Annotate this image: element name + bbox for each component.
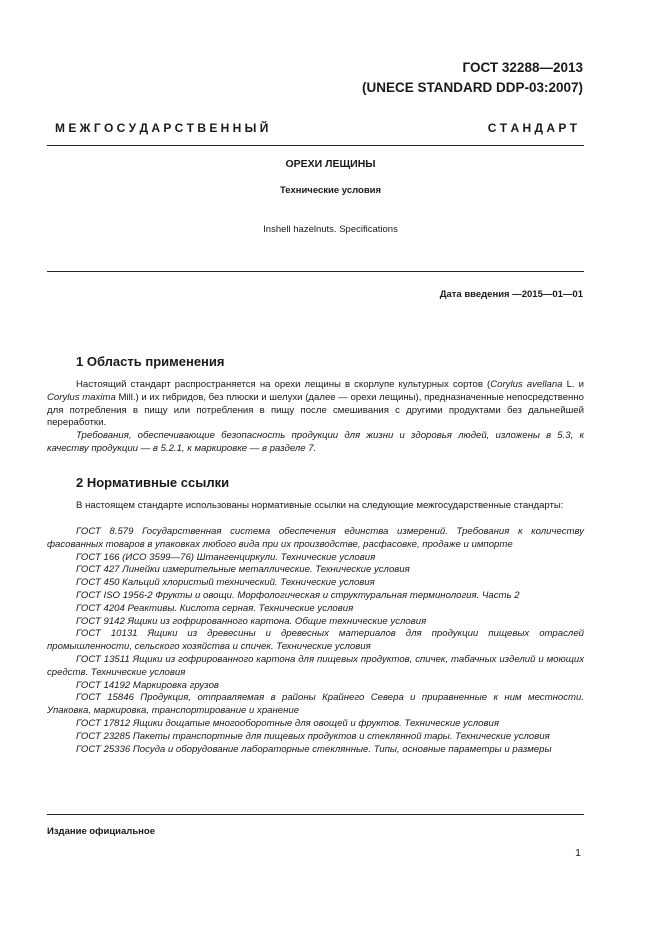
normative-references-list: [47, 526, 584, 756]
english-title: Inshell hazelnuts. Specifications: [263, 224, 398, 235]
reference-item: ГОСТ 166 (ИСО 3599—76) Штангенциркули. Технические условия: [76, 551, 376, 563]
reference-item: ГОСТ 10131 Ящики из древесины и древесных материалов для продукции пищевых отраслей промышленности, сельского хозяйства и спичек. Технические условия: [47, 628, 584, 653]
interstate-word: М Е Ж Г О С У Д А Р С Т В Е Н Н Ы Й: [55, 121, 269, 135]
section-2-intro: [47, 500, 584, 513]
references-intro: В настоящем стандарте использованы нормативные ссылки на следующие межгосударственные стандарты:: [76, 500, 564, 511]
reference-item: ГОСТ 17812 Ящики дощатые многооборотные для овощей и фруктов. Технические условия: [76, 717, 499, 729]
official-edition-label: Издание официальное: [47, 826, 155, 837]
section-1-heading: 1 Область применения: [76, 354, 225, 369]
reference-item: ГОСТ 25336 Посуда и оборудование лабораторные стеклянные. Типы, основные параметры и размеры: [76, 743, 552, 755]
scope-paragraph: Настоящий стандарт распространяется на орехи лещины в скорлупе культурных сортов (Corylus avellana L. и Corylus maxima Mill.) и их гибридов, без плюски и шелухи (далее — орехи лещины), предназначенные непосредственно для потребления в пищу или потребления в пищу после смешивания с другими продуктами без дальнейшей переработки.: [47, 379, 584, 429]
page-number: 1: [575, 847, 581, 859]
introduction-date: Дата введения —2015—01—01: [439, 289, 583, 300]
reference-item: ГОСТ 427 Линейки измерительные металлические. Технические условия: [76, 564, 410, 576]
section-2-heading: 2 Нормативные ссылки: [76, 475, 230, 490]
standard-word: С Т А Н Д А Р Т: [487, 121, 577, 135]
reference-item: ГОСТ 8.579 Государственная система обеспечения единства измерений. Требования к количеству фасованных товаров в упаковках любого вида при их производстве, расфасовке, продаже и импорте: [47, 526, 584, 550]
reference-item: ГОСТ 450 Кальций хлористый технический. Технические условия: [76, 577, 375, 589]
reference-item: ГОСТ 14192 Маркировка грузов: [76, 679, 219, 691]
top-divider: [47, 145, 584, 146]
document-title: ОРЕХИ ЛЕЩИНЫ: [285, 158, 376, 170]
reference-item: ГОСТ 9142 Ящики из гофрированного картона. Общие технические условия: [76, 615, 427, 627]
footer-divider: [47, 814, 584, 815]
reference-item: ГОСТ 15846 Продукция, отправляемая в районы Крайнего Севера и приравненные к ним местности. Упаковка, маркировка, транспортирование и хранение: [47, 692, 584, 717]
interstate-standard-banner: [55, 121, 577, 135]
reference-item: ГОСТ 4204 Реактивы. Кислота серная. Технические условия: [76, 602, 354, 614]
safety-requirements-paragraph: Требования, обеспечивающие безопасность продукции для жизни и здоровья людей, изложены в 5.3, к качеству продукции — в 5.2.1, к маркировке — в разделе 7.: [47, 430, 584, 454]
reference-item: ГОСТ 13511 Ящики из гофрированного картона для пищевых продуктов, спичек, табачных изделий и моющих средств. Технические условия: [47, 653, 584, 678]
unece-standard-number: (UNECE STANDARD DDP-03:2007): [361, 80, 583, 95]
gost-number: ГОСТ 32288—2013: [462, 60, 583, 75]
title-divider: [47, 271, 584, 272]
section-1-body: [47, 379, 584, 456]
document-subtitle: Технические условия: [279, 185, 382, 196]
reference-item: ГОСТ 23285 Пакеты транспортные для пищевых продуктов и стеклянной тары. Технические условия: [76, 730, 550, 742]
reference-item: ГОСТ ISO 1956-2 Фрукты и овощи. Морфологическая и структуральная терминология. Часть 2: [76, 589, 520, 601]
